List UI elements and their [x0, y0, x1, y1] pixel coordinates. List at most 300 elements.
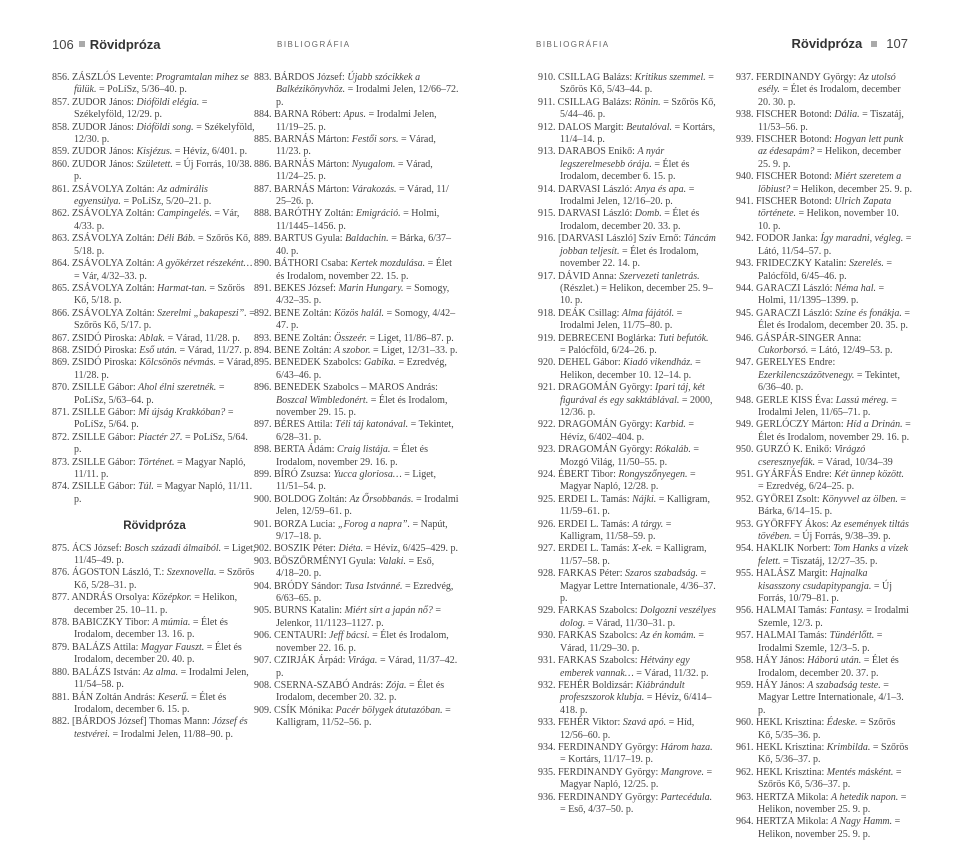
entry-author: BARÓTHY Zoltán: [274, 208, 356, 220]
entry-number: 948. [736, 394, 756, 406]
entry-title: Jeff bácsi. [329, 630, 373, 642]
entry-number: 880. [52, 666, 72, 678]
entry-title: Alma fájától. [621, 307, 677, 319]
entry-title: Összeér. [334, 332, 370, 344]
entry-reference: = Szőrös Kő, 5/44–46. p. [560, 96, 716, 121]
entry-reference: = Híd, 12/56–60. p. [560, 717, 695, 741]
column-3 [538, 72, 716, 816]
entry-number: 950. [736, 444, 756, 456]
bibliography-entry [736, 283, 912, 308]
bibliography-entry [538, 382, 716, 419]
entry-author: ZUDOR János: [72, 158, 137, 170]
entry-number: 938. [736, 109, 756, 121]
entry-title: Ablak. [139, 332, 168, 344]
bibliography-entry [538, 568, 716, 605]
entry-reference: = Kalligram, 11/58–59. p. [560, 518, 672, 543]
bibliography-entry [52, 592, 257, 617]
entry-author: BRÓDY Sándor: [274, 580, 345, 592]
entry-author: FERDINANDY György: [558, 741, 661, 753]
entry-number: 951. [736, 469, 756, 480]
bibliography-entry [736, 357, 912, 394]
entry-author: ZSIDÓ Piroska: [72, 357, 140, 369]
entry-title: Nájki. [632, 493, 659, 505]
entry-number: 957. [736, 630, 756, 642]
entry-title: Színe és fonákja. [834, 307, 905, 319]
entry-reference: = Kortárs, 11/4–14. p. [560, 121, 716, 146]
entry-author: ZSIDÓ Piroska: [72, 332, 140, 344]
entry-number: 917. [538, 270, 558, 282]
bibliography-entry [736, 568, 912, 605]
entry-author: FISCHER Botond: [756, 109, 835, 121]
entry-reference: = Kalligram, 11/57–58. p. [560, 543, 707, 567]
entry-author: FRIDECZKY Katalin: [756, 258, 849, 270]
entry-title: Történet. [138, 456, 177, 468]
entry-author: HERTZA Mikola: [756, 791, 831, 803]
entry-author: CSERNA-SZABÓ András: [274, 679, 386, 691]
entry-reference: = Élet és Irodalom, december 20. 32. p. [276, 679, 445, 704]
entry-number: 911. [538, 96, 558, 108]
entry-author: FISCHER Botond: [756, 196, 835, 208]
entry-reference: = Élet és Irodalom, december 6. 15. p. [74, 691, 227, 715]
entry-number: 962. [736, 766, 756, 778]
entry-author: ZSILLE Gábor: [72, 456, 139, 468]
column-4 [736, 72, 912, 841]
entry-reference: = Várad, 11/29–30. p. [560, 630, 705, 654]
bibliography-entry [538, 333, 716, 358]
bibliography-entry [52, 97, 257, 122]
entry-number: 925. [538, 493, 558, 505]
entry-number: 888. [254, 208, 274, 220]
entry-author: BENEDEK Szabolcs: [274, 357, 364, 369]
entry-title: Középkor. [152, 592, 195, 604]
entry-reference: = Irodalmi Jelen, 12/16–20. p. [560, 183, 695, 208]
entry-author: BURNS Katalin: [274, 605, 345, 617]
entry-number: 933. [538, 717, 558, 729]
entry-number: 885. [254, 134, 274, 146]
bibliography-entry [538, 419, 716, 444]
entry-reference: = Irodalmi Jelen, 11/19–25. p. [276, 109, 437, 133]
bibliography-entry [736, 605, 912, 630]
bibliography-entry [538, 233, 716, 270]
entry-number: 954. [736, 543, 756, 555]
entry-title: Festői sors. [351, 134, 401, 146]
entry-author: BÁRDOS József: [274, 72, 348, 83]
entry-title: Partecédula. [660, 791, 713, 803]
bibliography-entry [52, 382, 257, 407]
entry-number: 870. [52, 382, 72, 394]
entry-number: 896. [254, 382, 274, 394]
bibliography-entry [254, 184, 459, 209]
entry-author: [BÁRDOS József] Thomas Mann: [72, 716, 213, 728]
entry-title: Craig listája. [337, 444, 393, 456]
entry-title: A szobor. [334, 344, 373, 356]
entry-number: 963. [736, 791, 756, 803]
bibliography-entry [538, 122, 716, 147]
entry-number: 942. [736, 233, 756, 245]
entry-title: Marin Hungary. [338, 282, 406, 294]
entry-reference: = Helikon, december 10. 12–14. p. [560, 357, 701, 381]
entry-title: A Nagy Hamm. [830, 816, 895, 828]
entry-title: Szervezeti tanletrás. [619, 270, 700, 282]
entry-title: Rönin. [634, 96, 664, 108]
bibliography-entry [736, 816, 912, 841]
entry-reference: = Hévíz, 6/402–404. p. [560, 419, 695, 443]
entry-title: Mi újság Krakkóban? [138, 406, 228, 418]
entry-title: Közös halál. [334, 307, 387, 319]
entry-author: ZSIDÓ Piroska: [72, 344, 140, 356]
entry-author: HALÁSZ Margit: [756, 568, 831, 580]
entry-reference: = Irodalmi Jelen, 11/75–80. p. [560, 307, 683, 332]
entry-number: 858. [52, 121, 72, 133]
entry-author: GÁSPÁR-SINGER Anna: [756, 332, 862, 344]
entry-author: HÁY János: [756, 679, 808, 691]
entry-author: FERDINANDY György: [558, 766, 661, 778]
entry-number: 945. [736, 307, 756, 319]
entry-number: 857. [52, 96, 72, 108]
bibliography-entry [254, 258, 459, 283]
bibliography-entry [254, 357, 459, 382]
entry-author: BARNÁS Márton: [274, 183, 352, 195]
entry-reference: = Liget, 11/51–54. p. [276, 469, 436, 493]
entry-author: BENE Zoltán: [274, 307, 334, 319]
entry-title: Valaki. [378, 555, 409, 567]
entry-list [254, 72, 459, 730]
entry-author: GERELYES Endre: [756, 357, 836, 369]
entry-number: 899. [254, 469, 274, 480]
entry-number: 943. [736, 258, 756, 270]
bibliography-entry [736, 233, 912, 258]
entry-number: 949. [736, 419, 756, 431]
entry-title: Ahol élni szeretnék. [138, 382, 219, 394]
entry-number: 868. [52, 344, 72, 356]
bibliography-entry [254, 705, 459, 730]
entry-number: 872. [52, 431, 72, 443]
entry-list [736, 72, 912, 841]
entry-number: 926. [538, 518, 558, 530]
entry-number: 907. [254, 655, 274, 667]
entry-title: Tündérlőtt. [829, 630, 877, 642]
entry-author: BARNÁS Márton: [274, 158, 352, 170]
bibliography-entry [52, 617, 257, 642]
entry-author: DARABOS Enikő: [558, 146, 638, 158]
entry-title: Yucca gloriosa… [333, 469, 405, 480]
entry-author: BÁN Zoltán András: [72, 691, 158, 703]
entry-author: ANDRÁS Orsolya: [71, 592, 153, 604]
entry-reference: = Somogy, 4/42–47. p. [276, 307, 456, 332]
entry-title: Néma hal. [834, 282, 879, 294]
entry-number: 901. [254, 518, 274, 530]
bibliography-entry [254, 543, 459, 555]
entry-reference: = PoLíSz, 5/64. p. [74, 406, 234, 431]
entry-number: 918. [538, 307, 558, 319]
entry-author: HEKL Krisztina: [756, 766, 827, 778]
entry-reference: = Szőrös Kő, 5/43–44. p. [560, 72, 714, 96]
entry-author: ZSÁVOLYA Zoltán: [72, 307, 158, 319]
bibliography-entry [254, 444, 459, 469]
entry-number: 882. [52, 716, 72, 728]
entry-title: Nyugalom. [351, 158, 398, 170]
entry-reference: = Várad, 11/32. p. [636, 667, 709, 679]
entry-author: GERLÓCZY Márton: [756, 419, 847, 431]
entry-number: 902. [254, 543, 274, 555]
entry-author: CENTAURI: [274, 630, 330, 642]
bibliography-entry [538, 97, 716, 122]
entry-number: 956. [736, 605, 756, 617]
entry-reference: = Tiszatáj, 11/53–56. p. [758, 109, 904, 133]
bibliography-entry [254, 494, 459, 519]
entry-title: Az események tiltás tövében. [758, 518, 909, 543]
entry-title: A múmia. [152, 617, 193, 629]
entry-number: 940. [736, 171, 756, 183]
entry-title: Cukorborsó. [758, 344, 811, 356]
header-right [536, 34, 908, 54]
entry-title: Virágzó cseresznyefák. [758, 444, 866, 468]
bibliography-entry [736, 419, 912, 444]
entry-number: 952. [736, 493, 756, 505]
entry-reference: = Palócföld, 6/45–46. p. [758, 258, 893, 282]
bibliography-entry [52, 308, 257, 333]
entry-author: DÁVID Anna: [558, 270, 620, 282]
bibliography-entry [538, 767, 716, 792]
entry-number: 860. [52, 158, 72, 170]
entry-number: 890. [254, 258, 274, 270]
entry-title: Gabika. [364, 357, 399, 369]
entry-author: GYÖRFFY Ákos: [756, 518, 832, 530]
entry-title: Harmat-tan. [157, 282, 210, 294]
entry-number: 953. [736, 518, 756, 530]
entry-author: FISCHER Botond: [756, 171, 835, 183]
entry-number: 861. [52, 183, 72, 195]
entry-author: BÖSZÖRMÉNYI Gyula: [274, 555, 379, 567]
entry-title: Dióföldi song. [136, 121, 197, 133]
entry-title: A gyökérzet részeként… [157, 258, 253, 270]
entry-number: 924. [538, 469, 558, 480]
entry-author: DEBRECENI Boglárka: [558, 332, 659, 344]
entry-reference: = Szőrös Kő, 5/36–37. p. [758, 766, 902, 791]
entry-reference: = Várad, 11/23. p. [276, 134, 436, 158]
entry-reference: = Eső, 4/18–20. p. [276, 555, 435, 580]
bibliography-entry [52, 72, 257, 97]
entry-number: 874. [52, 481, 72, 493]
entry-number: 961. [736, 741, 756, 753]
entry-author: HERTZA Mikola: [756, 816, 831, 828]
entry-title: X-ek. [632, 543, 656, 555]
entry-number: 873. [52, 456, 72, 468]
entry-author: HEKL Krisztina: [756, 741, 827, 753]
entry-reference: = 2000, 12/36. p. [560, 394, 713, 418]
bibliography-entry [736, 519, 912, 544]
entry-number: 859. [52, 146, 72, 158]
entry-author: FARKAS Szabolcs: [558, 655, 641, 667]
bibliography-entry [52, 258, 257, 283]
bibliography-entry [52, 159, 257, 184]
entry-number: 892. [254, 307, 274, 319]
entry-number: 947. [736, 357, 756, 369]
entry-reference: = Kalligram, 11/52–56. p. [276, 704, 451, 729]
bibliography-entry [254, 680, 459, 705]
entry-author: BENE Zoltán: [274, 344, 334, 356]
entry-author: GARACZI László: [756, 307, 835, 319]
entry-author: FERDINANDY György: [558, 791, 661, 803]
entry-author: FEHÉR Boldizsár: [558, 679, 636, 691]
entry-number: 867. [52, 332, 72, 344]
entry-author: BARNA Róbert: [274, 109, 344, 121]
entry-author: DRAGOMÁN György: [558, 419, 656, 431]
entry-title: Programtalan mihez se fülük. [74, 72, 249, 96]
entry-number: 959. [736, 679, 756, 691]
bibliography-entry [52, 146, 257, 158]
bibliography-entry [254, 208, 459, 233]
entry-author: HALMAI Tamás: [756, 605, 830, 617]
entry-author: ÁGOSTON László, T.: [72, 567, 167, 579]
entry-reference: = Magyar Lettre Internationale, 4/1–3. p. [758, 679, 904, 716]
bibliography-entry [538, 444, 716, 469]
bibliography-label-left: BIBLIOGRÁFIA [277, 39, 351, 49]
bibliography-entry [254, 134, 459, 159]
entry-author: BÍRÓ Zsuzsa: [274, 469, 334, 480]
entry-title: Szaros szabadság. [625, 568, 701, 580]
entry-number: 920. [538, 357, 558, 369]
entry-title: Született. [136, 158, 176, 170]
entry-number: 946. [736, 332, 756, 344]
entry-title: Az admirális egyensúlya. [74, 183, 208, 208]
entry-author: HEKL Krisztina: [756, 717, 827, 729]
column-1 [52, 72, 257, 741]
entry-reference: = Élet és Irodalom, november 29. 16. p. [758, 419, 911, 443]
bibliography-entry [736, 742, 912, 767]
entry-reference: = Magyar Napló, 12/28. p. [560, 469, 696, 493]
entry-title: Rókaláb. [655, 444, 694, 456]
entry-reference: = Magyar Napló, 12/25. p. [560, 766, 713, 791]
entry-title: Karbid. [655, 419, 689, 431]
entry-list-verse-end [52, 72, 257, 506]
entry-reference: = Palócföld, 6/24–26. p. [560, 344, 657, 356]
entry-author: ERDEI L. Tamás: [558, 543, 633, 555]
entry-reference: = Várad, 10/34–39 [817, 456, 893, 468]
entry-reference: = Szőrös Kő, 5/17. p. [74, 307, 255, 332]
entry-author: FEHÉR Viktor: [558, 717, 623, 729]
entry-title: Piactér 27. [138, 431, 186, 443]
bibliography-entry [52, 457, 257, 482]
entry-title: Könyvvel az ölben. [822, 493, 901, 505]
entry-title: Apus. [343, 109, 369, 121]
entry-author: ZSILLE Gábor: [72, 382, 139, 394]
entry-number: 878. [52, 617, 72, 629]
entry-author: ZÁSZLÓS Levente: [72, 72, 156, 83]
entry-reference: = PoLíSz, 5/64. p. [74, 431, 248, 456]
entry-author: BALÁZS István: [72, 666, 144, 678]
entry-reference: = Székelyföld, 12/30. p. [74, 121, 255, 146]
bibliography-entry [52, 184, 257, 209]
entry-number: 928. [538, 568, 558, 580]
entry-reference: = Szőrös Kő, 5/36–37. p. [758, 741, 909, 766]
entry-author: ERDEI L. Tamás: [558, 493, 633, 505]
entry-reference: = Holmi, 11/1445–1456. p. [276, 208, 440, 232]
entry-author: GURZÓ K. Enikő: [756, 444, 835, 456]
entry-reference: = Helikon, december 25. 10–11. p. [74, 592, 238, 616]
entry-reference: = Várad, 11/30–31. p. [587, 617, 676, 629]
bibliography-entry [254, 345, 459, 357]
entry-title: Ipari táj, két figurával és egy sakktáblával. [560, 382, 705, 406]
bibliography-entry [538, 357, 716, 382]
entry-author: DEÁK Csillag: [558, 307, 622, 319]
entry-title: Három haza. [660, 741, 713, 753]
entry-reference: = Tekintet, 6/28–31. p. [276, 419, 454, 443]
entry-reference: = Ezredvég, 6/63–65. p. [276, 580, 454, 605]
entry-reference: = Helikon, december 25. 9. p. [792, 183, 912, 195]
bibliography-entry [52, 481, 257, 506]
entry-reference: = Hévíz, 6/414–418. p. [560, 692, 712, 716]
entry-reference: = Élet és Irodalom, november 22. 16. p. [276, 630, 449, 654]
bibliography-entry [736, 72, 912, 109]
entry-title: Táncám jobban teljesít. [560, 233, 716, 257]
bibliography-entry [254, 159, 459, 184]
entry-author: ZSÁVOLYA Zoltán: [72, 258, 158, 270]
entry-number: 894. [254, 344, 274, 356]
entry-title: Mentés másként. [826, 766, 896, 778]
entry-title: Mangrove. [660, 766, 707, 778]
entry-reference: = Szőrös Kő, 5/18. p. [74, 282, 245, 307]
entry-author: GERLE KISS Éva: [756, 394, 836, 406]
entry-number: 960. [736, 717, 756, 729]
bibliography-entry [736, 717, 912, 742]
entry-author: BEKES József: [274, 282, 339, 294]
entry-author: BALÁZS Attila: [72, 641, 141, 653]
entry-title: Így maradni, végleg. [820, 233, 906, 245]
entry-author: DARVASI László: [558, 208, 635, 220]
entry-reference: = Irodalmi Jelen, 12/59–61. p. [276, 493, 459, 518]
entry-author: ÁCS József: [72, 542, 125, 554]
entry-reference: = Székelyföld, 12/29. p. [74, 96, 208, 121]
bibliography-entry [538, 271, 716, 308]
entry-author: DRAGOMÁN György: [558, 382, 656, 394]
bibliography-entry [52, 407, 257, 432]
entry-title: Várakozás. [351, 183, 400, 195]
entry-number: 897. [254, 419, 274, 431]
entry-number: 886. [254, 158, 274, 170]
entry-number: 921. [538, 382, 558, 394]
bibliography-entry [538, 308, 716, 333]
bibliography-entry [52, 122, 257, 147]
bibliography-entry [736, 630, 912, 655]
bibliography-entry [736, 134, 912, 171]
entry-number: 905. [254, 605, 274, 617]
bibliography-entry [52, 642, 257, 667]
entry-title: Krimbilda. [826, 741, 873, 753]
entry-number: 908. [254, 679, 274, 691]
entry-number: 939. [736, 134, 756, 146]
entry-number: 887. [254, 183, 274, 195]
entry-reference: = Kalligram, 11/59–61. p. [560, 493, 710, 518]
entry-number: 862. [52, 208, 72, 220]
entry-title: A nyár legszerelmesebb órája. [560, 146, 665, 170]
entry-reference: = PoLíSz, 5/20–21. p. [123, 196, 212, 208]
entry-author: ZSÁVOLYA Zoltán: [72, 233, 158, 245]
bibliography-entry [538, 543, 716, 568]
bibliography-entry [538, 184, 716, 209]
bibliography-entry [52, 716, 257, 741]
bibliography-entry [538, 146, 716, 183]
bibliography-entry [52, 283, 257, 308]
bibliography-entry [254, 382, 459, 419]
page-number-right: 107 [886, 36, 908, 51]
bibliography-entry [736, 767, 912, 792]
entry-title: Édeske. [826, 717, 861, 729]
entry-title: Szerelés. [848, 258, 887, 270]
entry-number: 879. [52, 641, 72, 653]
entry-reference: = PoLíSz, 5/63–64. p. [74, 382, 225, 406]
entry-author: CSILLAG Balázs: [558, 72, 635, 83]
